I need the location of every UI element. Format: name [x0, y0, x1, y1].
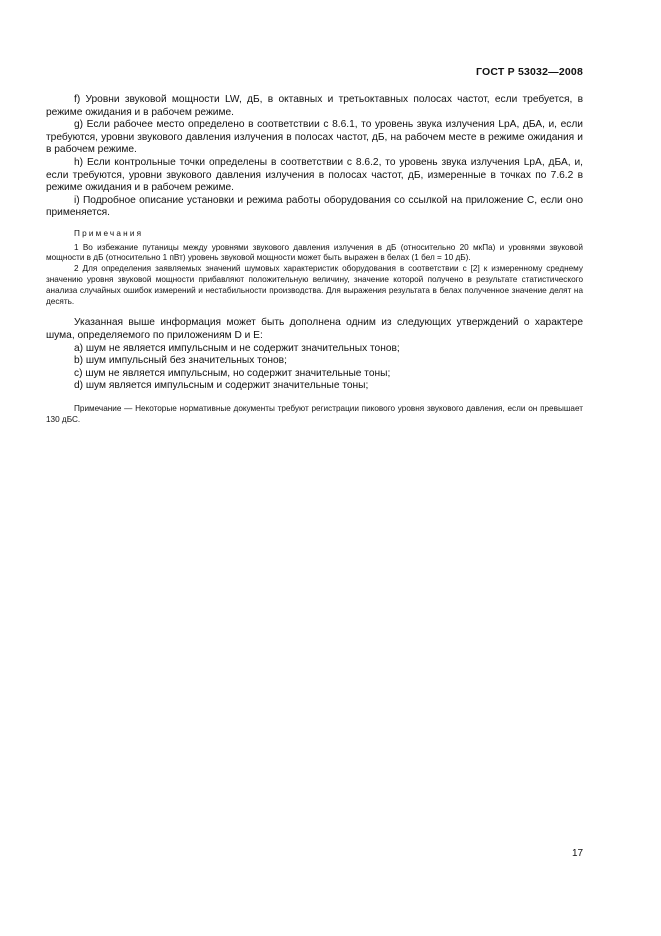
option-a: а) шум не является импульсным и не содержит значительных тонов; [74, 342, 400, 354]
note-1: 1 Во избежание путаницы между уровнями звукового давления излучения в дБ (относительно 20 мкПа) и уровнями звуковой мощности в дБ (относительно 1 пВт) уровень звуковой мощности может быть выражен в белах (1 бел = 10 дБ). [46, 242, 583, 263]
document-body [46, 94, 583, 425]
option-d: d) шум является импульсным и содержит значительные тоны; [74, 380, 369, 392]
document-header: ГОСТ Р 53032—2008 [475, 66, 583, 78]
supplement-intro: Указанная выше информация может быть дополнена одним из следующих утверждений о характере шума, определяемого по приложениям D и Е: [46, 317, 583, 341]
list-item-i: i) Подробное описание установки и режима работы оборудования со ссылкой на приложение С, если оно применяется. [46, 194, 583, 219]
list-item-h: h) Если контрольные точки определены в соответствии с 8.6.2, то уровень звука излучения LpA, дБА, и, если требуются, уровни звукового давления излучения в полосах частот, дБ, измеренные в точках по 7.6.2 в режиме ожидания и в рабочем режиме. [46, 156, 583, 194]
list-item-g: g) Если рабочее место определено в соответствии с 8.6.1, то уровень звука излучения LpA, дБА, и, если требуются, уровни звукового давления излучения в полосах частот, дБ, на рабочем месте в режиме ожидания и в рабочем режиме. [46, 119, 583, 156]
page-number: 17 [572, 848, 584, 859]
final-note: Примечание — Некоторые нормативные документы требуют регистрации пикового уровня звукового давления, если он превышает 130 дБС. [46, 403, 583, 424]
option-c: с) шум не является импульсным, но содержит значительные тоны; [74, 367, 391, 379]
spacer [46, 307, 583, 317]
list-item-f: f) Уровни звуковой мощности LW, дБ, в октавных и третьоктавных полосах частот, если требуется, в режиме ожидания и в рабочем режиме. [46, 94, 583, 118]
note-2: 2 Для определения заявляемых значений шумовых характеристик оборудования в соответствии с [2] к измеренному среднему значению уровня звуковой мощности прибавляют положительную величину, значение которой получено в результате статистического анализа случайных ошибок измерений и нестабильности производства. Для выражения результата в белах полученное значение делят на десять. [46, 264, 583, 306]
option-b: b) шум импульсный без значительных тонов; [74, 355, 287, 367]
notes-heading: Примечания [74, 228, 144, 238]
